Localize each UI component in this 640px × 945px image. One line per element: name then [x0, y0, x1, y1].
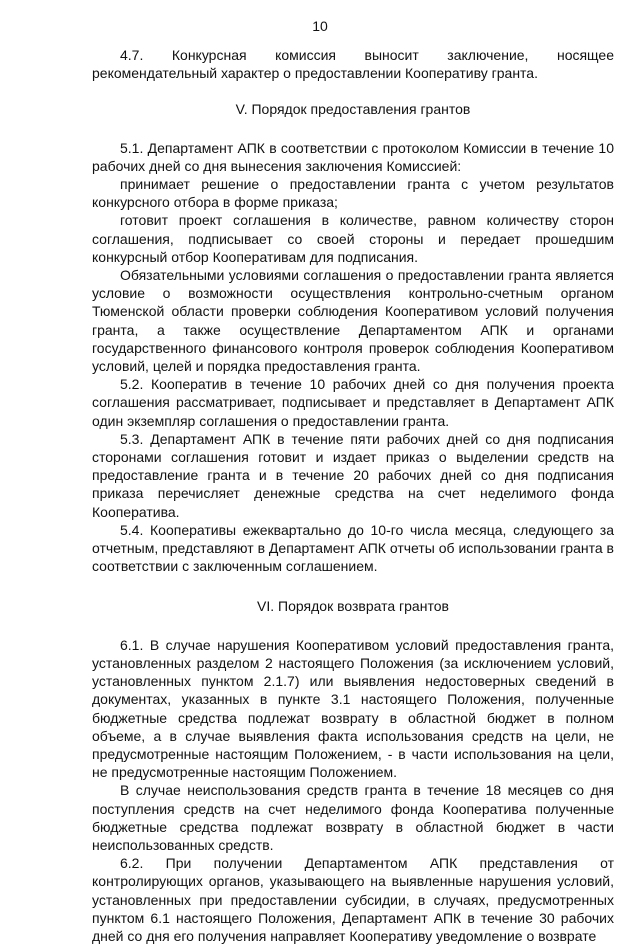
paragraph-5-4: 5.4. Кооперативы ежеквартально до 10-го числа месяца, следующего за отчетным, представляют в Департамент АПК отчеты об использовании гранта в соответствии с заключенным соглашением.: [92, 521, 614, 575]
paragraph-5-3: 5.3. Департамент АПК в течение пяти рабочих дней со дня подписания сторонами соглашения готовит и издает приказ о выделении средств на предоставление гранта и в течение 20 рабочих дней со дня подписания приказа перечисляет денежные средства на счет неделимого фонда Кооператива.: [92, 430, 614, 520]
paragraph-4-7: 4.7. Конкурсная комиссия выносит заключение, носящее рекомендательный характер о предоставлении Кооперативу гранта.: [92, 47, 614, 82]
paragraph-5-1: 5.1. Департамент АПК в соответствии с протоколом Комиссии в течение 10 рабочих дней со дня вынесения заключения Комиссией:: [92, 139, 614, 174]
paragraph-5-1-draft: готовит проект соглашения в количестве, равном количеству сторон соглашения, подписывает со своей стороны и передает прошедшим конкурсный отбор Кооперативам для подписания.: [92, 212, 614, 265]
paragraph-6-1: 6.1. В случае нарушения Кооперативом условий предоставления гранта, установленных разделом 2 настоящего Положения (за исключением условий, установленных пунктом 2.1.7) или выявления недостоверных сведений в документах, указанных в пункте 3.1 настоящего Положения, полученные бюджетные средства подлежат возврату в областной бюджет в полном объеме, а в случае выявления факта использования средств на цели, не предусмотренные настоящим Положением, - в части использования на цели, не предусмотренные настоящим Положением.: [92, 636, 614, 781]
section-heading-vi: VI. Порядок возврата грантов: [257, 598, 449, 615]
document-body: [92, 46, 614, 945]
section-heading-v: V. Порядок предоставления грантов: [235, 101, 471, 118]
paragraph-6-1-unused: В случае неиспользования средств гранта в течение 18 месяцев со дня поступления средств на счет неделимого фонда Кооператива полученные бюджетные средства подлежат возврату в областной бюджет в части неиспользованных средств.: [92, 782, 614, 853]
paragraph-obligatory-conditions: Обязательными условиями соглашения о предоставлении гранта является условие о возможности осуществления контрольно-счетным органом Тюменской области проверки соблюдения Кооперативом условий получения гранта, а также осуществление Департаментом АПК и органами государственного финансового контроля проверок соблюдения Кооперативом условий, целей и порядка предоставления гранта.: [92, 267, 614, 375]
paragraph-6-2: 6.2. При получении Департаментом АПК представления от контролирующих органов, указывающего на выявленные нарушения условий, установленных при предоставлении субсидии, в случаях, предусмотренных пунктом 6.1 настоящего Положения, Департамент АПК в течение 30 рабочих дней со дня его получения направляет Кооперативу уведомление о возврате: [92, 855, 614, 944]
paragraph-5-1-decision: принимает решение о предоставлении гранта с учетом результатов конкурсного отбора в форме приказа;: [92, 176, 614, 211]
paragraph-5-2: 5.2. Кооператив в течение 10 рабочих дней со дня получения проекта соглашения рассматривает, подписывает и представляет в Департамент АПК один экземпляр соглашения о предоставлении гранта.: [92, 376, 614, 429]
page-number: 10: [312, 18, 328, 34]
